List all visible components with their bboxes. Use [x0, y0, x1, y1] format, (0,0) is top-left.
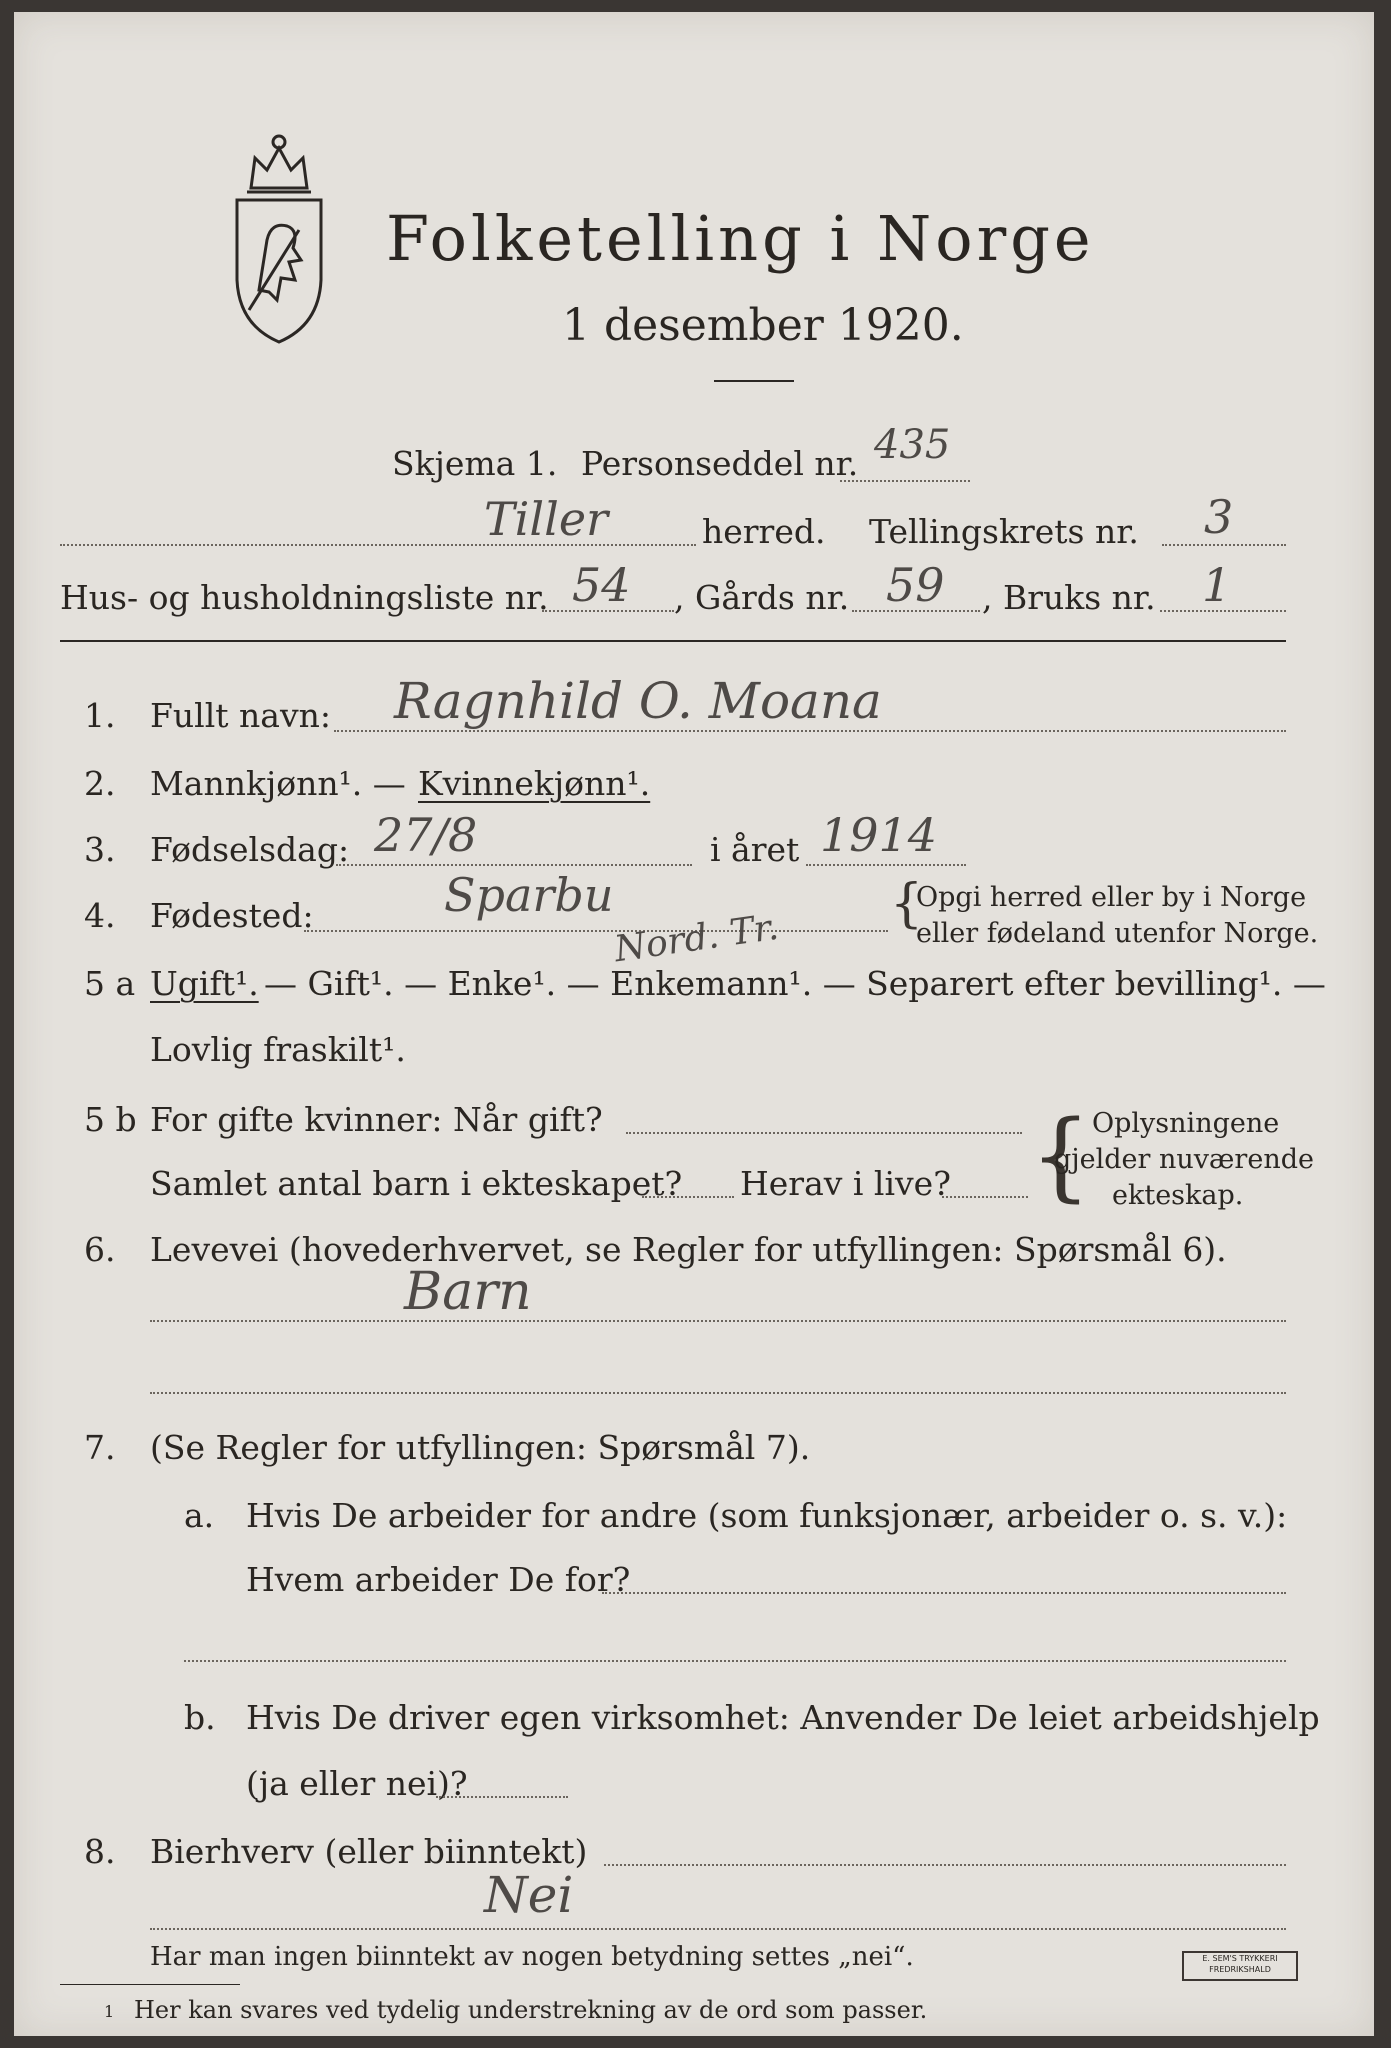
norwegian-coat-of-arms-icon: [219, 130, 339, 350]
q5b-label: For gifte kvinner: Når gift?: [150, 1100, 603, 1139]
q4-brace: {: [890, 874, 924, 934]
tellingskrets-value[interactable]: 3: [1204, 490, 1234, 544]
hus-value[interactable]: 54: [572, 558, 631, 612]
footnote-mark: 1: [104, 2002, 115, 2021]
occupation-value[interactable]: Barn: [404, 1262, 532, 1322]
tellingskrets-label: Tellingskrets nr.: [869, 512, 1139, 551]
q4-label: Fødested:: [150, 896, 314, 935]
q5b-note-line1: Oplysningene: [1092, 1108, 1280, 1139]
birthplace-extra-value[interactable]: Nord. Tr.: [611, 906, 782, 971]
q2-number: 2.: [84, 764, 116, 803]
q5b-children-label: Samlet antal barn i ekteskapet?: [150, 1164, 683, 1203]
q7a-employer-label: Hvem arbeider De for?: [246, 1560, 631, 1599]
personseddel-value[interactable]: 435: [874, 422, 951, 468]
q7b-hired-help-label: (ja eller nei)?: [246, 1764, 468, 1803]
census-form-page: [14, 12, 1374, 2036]
q7-label: (Se Regler for utfyllingen: Spørsmål 7).: [150, 1428, 811, 1467]
personseddel-label: Personseddel nr.: [581, 444, 859, 483]
q5a-other-options: — Gift¹. — Enke¹. — Enkemann¹. — Separert efter bevilling¹. —: [264, 964, 1326, 1003]
q8-number: 8.: [84, 1832, 116, 1871]
q8-label: Bierhverv (eller biinntekt): [150, 1832, 588, 1871]
q7a-letter: a.: [184, 1496, 215, 1535]
title-divider: [714, 380, 794, 382]
q2-female-option[interactable]: Kvinnekjønn¹.: [418, 764, 651, 803]
gards-value[interactable]: 59: [886, 558, 945, 612]
q1-number: 1.: [84, 696, 116, 735]
footnote-text: Her kan svares ved tydelig understrekning av de ord som passer.: [134, 1996, 928, 2024]
q5a-fraskilt-option: Lovlig fraskilt¹.: [150, 1030, 406, 1069]
footnote-divider: [60, 1984, 240, 1985]
q6-number: 6.: [84, 1230, 116, 1269]
q3-label: Fødselsdag:: [150, 830, 350, 869]
birthplace-value[interactable]: Sparbu: [444, 868, 614, 922]
footer-note: Har man ingen biinntekt av nogen betydning settes „nei“.: [150, 1942, 914, 1972]
q5b-note-line2: gjelder nuværende: [1054, 1144, 1314, 1175]
bruks-label: , Bruks nr.: [982, 578, 1156, 617]
printer-stamp: E. SEM'S TRYKKERI FREDRIKSHALD: [1182, 1951, 1298, 1981]
bruks-value[interactable]: 1: [1202, 558, 1232, 612]
side-income-value[interactable]: Nei: [484, 1866, 574, 1924]
form-date: 1 desember 1920.: [562, 300, 964, 351]
q4-number: 4.: [84, 896, 116, 935]
q4-note-line1: Opgi herred eller by i Norge: [916, 882, 1307, 913]
q2-male-option: Mannkjønn¹. —: [150, 764, 406, 803]
q1-label: Fullt navn:: [150, 696, 331, 735]
q5b-number: 5 b: [84, 1100, 137, 1139]
q3-number: 3.: [84, 830, 116, 869]
birth-year-value[interactable]: 1914: [820, 808, 938, 862]
q5a-number: 5 a: [84, 964, 136, 1003]
q7a-text: Hvis De arbeider for andre (som funksjonær, arbeider o. s. v.):: [246, 1496, 1288, 1535]
q4-note-line2: eller fødeland utenfor Norge.: [916, 918, 1319, 949]
hus-label: Hus- og husholdningsliste nr.: [60, 578, 549, 617]
q7-number: 7.: [84, 1428, 116, 1467]
q6-label: Levevei (hovederhvervet, se Regler for utfyllingen: Spørsmål 6).: [150, 1230, 1227, 1269]
q5b-note-line3: ekteskap.: [1112, 1180, 1244, 1211]
herred-value[interactable]: Tiller: [484, 492, 609, 546]
q5b-brace: {: [1030, 1100, 1092, 1212]
q5b-alive-label: Herav i live?: [740, 1164, 951, 1203]
q3-year-label: i året: [710, 830, 800, 869]
birthdate-value[interactable]: 27/8: [374, 808, 478, 862]
gards-label: , Gårds nr.: [674, 578, 850, 617]
section-divider: [60, 640, 1286, 642]
q7b-letter: b.: [184, 1698, 216, 1737]
q5a-ugift-option[interactable]: Ugift¹.: [150, 964, 259, 1003]
herred-label: herred.: [702, 512, 826, 551]
form-title: Folketelling i Norge: [386, 202, 1095, 275]
q7b-text: Hvis De driver egen virksomhet: Anvender De leiet arbeidshjelp: [246, 1698, 1320, 1737]
full-name-value[interactable]: Ragnhild O. Moana: [394, 672, 882, 730]
skjema-label: Skjema 1.: [392, 444, 558, 483]
